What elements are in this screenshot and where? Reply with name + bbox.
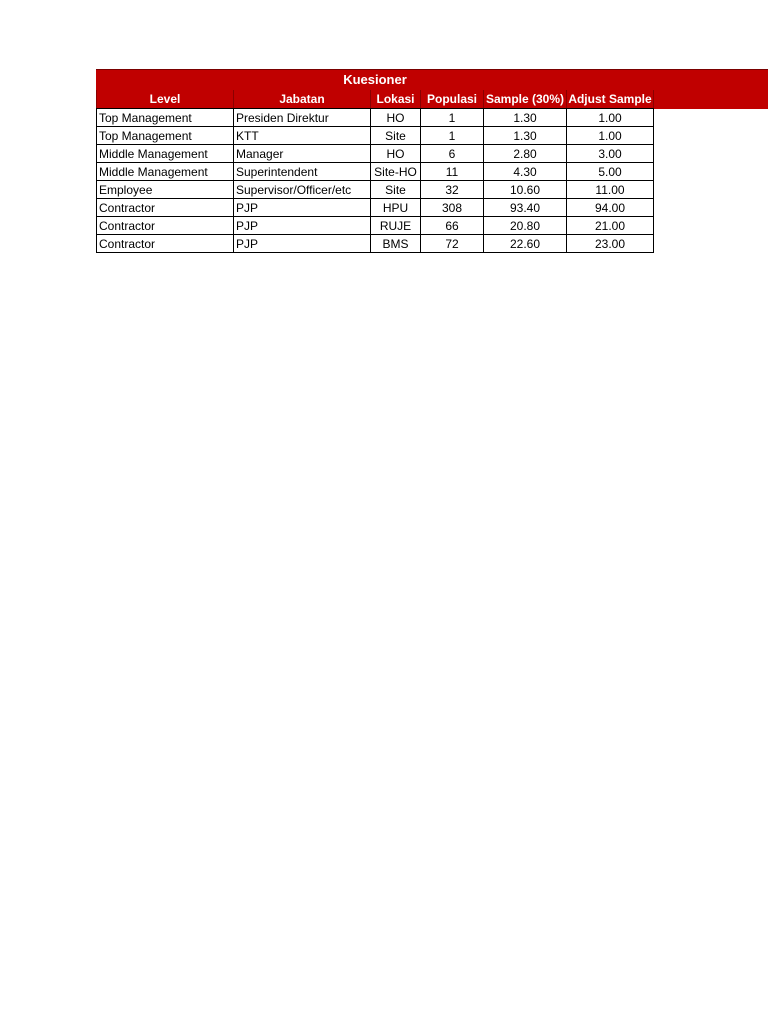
cell-adjust-sample: 21.00 <box>567 217 654 235</box>
cell-adjust-sample: 1.00 <box>567 127 654 145</box>
cell-lokasi: Site <box>371 181 421 199</box>
kuesioner-table <box>96 90 654 253</box>
cell-adjust-sample: 11.00 <box>567 181 654 199</box>
cell-populasi: 1 <box>421 127 484 145</box>
cell-jabatan: Manager <box>234 145 371 163</box>
table-title: Kuesioner <box>343 72 407 87</box>
cell-jabatan: Presiden Direktur <box>234 109 371 127</box>
cell-level: Contractor <box>97 199 234 217</box>
table-row <box>97 235 654 253</box>
cell-populasi: 11 <box>421 163 484 181</box>
cell-jabatan: PJP <box>234 235 371 253</box>
cell-lokasi: HO <box>371 109 421 127</box>
table-row <box>97 109 654 127</box>
cell-adjust-sample: 23.00 <box>567 235 654 253</box>
cell-sample: 93.40 <box>484 199 567 217</box>
table-row <box>97 145 654 163</box>
header-lokasi: Lokasi <box>371 90 421 109</box>
cell-lokasi: HPU <box>371 199 421 217</box>
table-row <box>97 163 654 181</box>
cell-populasi: 1 <box>421 109 484 127</box>
cell-lokasi: BMS <box>371 235 421 253</box>
table-row <box>97 127 654 145</box>
cell-lokasi: Site <box>371 127 421 145</box>
cell-sample: 22.60 <box>484 235 567 253</box>
table-row <box>97 217 654 235</box>
header-level: Level <box>97 90 234 109</box>
cell-populasi: 66 <box>421 217 484 235</box>
header-row <box>97 90 654 109</box>
cell-level: Contractor <box>97 217 234 235</box>
header-populasi: Populasi <box>421 90 484 109</box>
cell-sample: 4.30 <box>484 163 567 181</box>
cell-level: Top Management <box>97 127 234 145</box>
cell-jabatan: PJP <box>234 217 371 235</box>
cell-jabatan: Supervisor/Officer/etc <box>234 181 371 199</box>
cell-sample: 1.30 <box>484 109 567 127</box>
cell-lokasi: RUJE <box>371 217 421 235</box>
cell-jabatan: PJP <box>234 199 371 217</box>
cell-level: Employee <box>97 181 234 199</box>
cell-lokasi: Site-HO <box>371 163 421 181</box>
cell-level: Contractor <box>97 235 234 253</box>
cell-populasi: 32 <box>421 181 484 199</box>
cell-level: Middle Management <box>97 145 234 163</box>
cell-sample: 20.80 <box>484 217 567 235</box>
cell-level: Middle Management <box>97 163 234 181</box>
cell-sample: 1.30 <box>484 127 567 145</box>
cell-level: Top Management <box>97 109 234 127</box>
cell-populasi: 6 <box>421 145 484 163</box>
cell-sample: 2.80 <box>484 145 567 163</box>
header-jabatan: Jabatan <box>234 90 371 109</box>
cell-adjust-sample: 3.00 <box>567 145 654 163</box>
cell-lokasi: HO <box>371 145 421 163</box>
table-row <box>97 181 654 199</box>
table-row <box>97 199 654 217</box>
header-sample: Sample (30%) <box>484 90 567 109</box>
cell-sample: 10.60 <box>484 181 567 199</box>
header-extension <box>654 90 768 109</box>
cell-adjust-sample: 94.00 <box>567 199 654 217</box>
header-adjust-sample: Adjust Sample <box>567 90 654 109</box>
cell-jabatan: KTT <box>234 127 371 145</box>
cell-adjust-sample: 5.00 <box>567 163 654 181</box>
cell-adjust-sample: 1.00 <box>567 109 654 127</box>
cell-jabatan: Superintendent <box>234 163 371 181</box>
cell-populasi: 308 <box>421 199 484 217</box>
cell-populasi: 72 <box>421 235 484 253</box>
